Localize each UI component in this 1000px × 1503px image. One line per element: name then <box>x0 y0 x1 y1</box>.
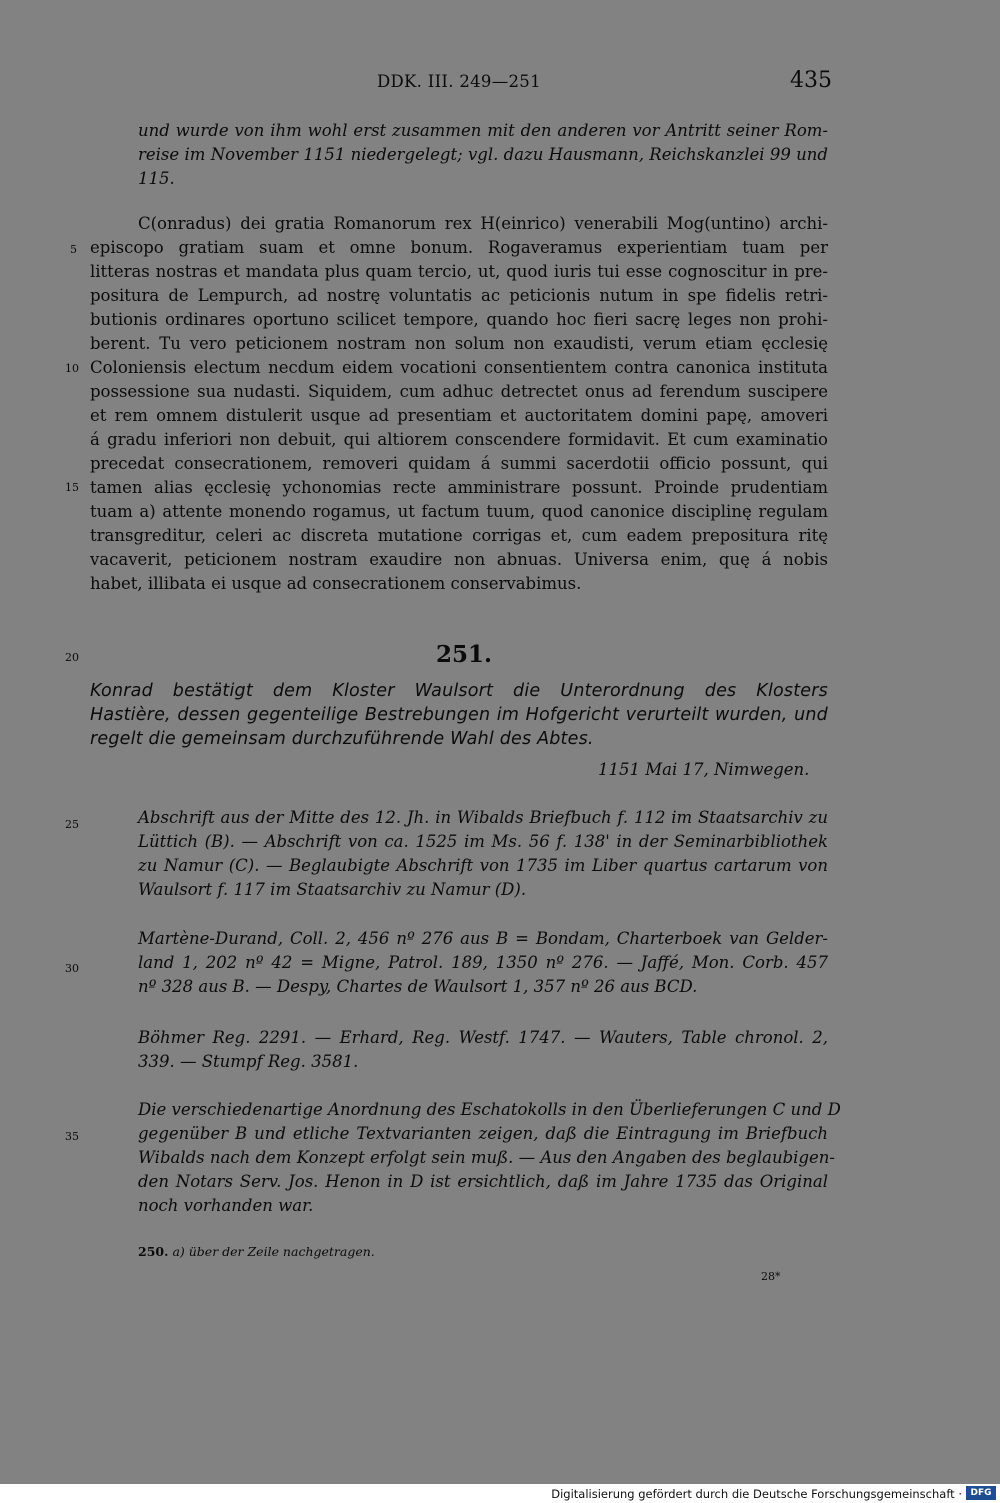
text-line: positura de Lempurch, ad nostrę voluntatis ac peticionis nutum in spe fidelis retri- <box>90 286 828 305</box>
summary-line: regelt die gemeinsam durchzuführende Wahl des Abtes. <box>90 729 594 749</box>
footnote-ref: 250. <box>138 1244 169 1259</box>
text-line: berent. Tu vero peticionem nostram non solum non exaudisti, verum etiam ęcclesię <box>90 334 828 353</box>
text-line: episcopo gratiam suam et omne bonum. Rogaveramus experientiam tuam per <box>90 238 828 257</box>
edition-line: Martène-Durand, Coll. 2, 456 nº 276 aus B = Bondam, Charterboek van Gelder- <box>138 929 828 948</box>
text-line: á gradu inferiori non debuit, qui altiorem conscendere formidavit. Et cum examinatio <box>90 430 828 449</box>
commentary-line: Die verschiedenartige Anordnung des Eschatokolls in den Überlieferungen C und D <box>138 1100 841 1119</box>
line-number: 10 <box>65 362 79 375</box>
signature-mark: 28* <box>761 1270 781 1283</box>
summary-line: Konrad bestätigt dem Kloster Waulsort die Unterordnung des Klosters <box>90 681 828 701</box>
text-line: vacaverit, peticionem nostram exaudire non abnuas. Universa enim, quę á nobis <box>90 550 828 569</box>
commentary-line: noch vorhanden war. <box>138 1196 314 1215</box>
line-number: 25 <box>65 818 79 831</box>
text-line: C(onradus) dei gratia Romanorum rex H(einrico) venerabili Mog(untino) archi- <box>138 214 828 233</box>
line-number: 35 <box>65 1130 79 1143</box>
regesta-line: 339. — Stumpf Reg. 3581. <box>138 1052 359 1071</box>
note-line: und wurde von ihm wohl erst zusammen mit den anderen vor Antritt seiner Rom- <box>138 121 828 140</box>
commentary-line: gegenüber B und etliche Textvarianten zeigen, daß die Eintragung im Briefbuch <box>138 1124 828 1143</box>
footnote-text: a) über der Zeile nachgetragen. <box>172 1244 375 1259</box>
page-number: 435 <box>790 68 832 93</box>
text-line: habet, illibata ei usque ad consecrationem conservabimus. <box>90 574 582 593</box>
text-line: tuam a) attente monendo rogamus, ut factum tuum, quod canonice disciplinę regulam <box>90 502 828 521</box>
text-line: possessione sua nudasti. Siquidem, cum adhuc detrectet onus ad ferendum suscipere <box>90 382 828 401</box>
note-line: 115. <box>138 169 175 188</box>
note-line: reise im November 1151 niedergelegt; vgl. dazu Hausmann, Reichskanzlei 99 und <box>138 145 828 164</box>
text-line: precedat consecrationem, removeri quidam á summi sacerdotii officio possunt, qui <box>90 454 828 473</box>
text-line: transgreditur, celeri ac discreta mutatione corrigas et, cum eadem prepositura ritę <box>90 526 828 545</box>
running-header: DDK. III. 249—251 <box>377 72 541 91</box>
commentary-line: Wibalds nach dem Konzept erfolgt sein muß. — Aus den Angaben des beglaubigen- <box>138 1148 835 1167</box>
document-number: 251. <box>436 641 493 668</box>
footnote <box>138 1244 375 1259</box>
source-line: zu Namur (C). — Beglaubigte Abschrift von 1735 im Liber quartus cartarum von <box>138 856 828 875</box>
source-line: Waulsort f. 117 im Staatsarchiv zu Namur (D). <box>138 880 527 899</box>
text-line: Coloniensis electum necdum eidem vocationi consentientem contra canonica instituta <box>90 358 828 377</box>
line-number: 30 <box>65 962 79 975</box>
line-number: 20 <box>65 651 79 664</box>
line-number: 15 <box>65 481 79 494</box>
text-line: et rem omnem distulerit usque ad presentiam et auctoritatem domini papę, amoveri <box>90 406 828 425</box>
banner-text: Digitalisierung gefördert durch die Deutsche Forschungsgemeinschaft · <box>551 1487 962 1501</box>
regesta-line: Böhmer Reg. 2291. — Erhard, Reg. Westf. 1747. — Wauters, Table chronol. 2, <box>138 1028 828 1047</box>
edition-line: land 1, 202 nº 42 = Migne, Patrol. 189, 1350 nº 276. — Jaffé, Mon. Corb. 457 <box>138 953 828 972</box>
source-line: Lüttich (B). — Abschrift von ca. 1525 im Ms. 56 f. 138' in der Seminarbibliothek <box>138 832 828 851</box>
commentary-line: den Notars Serv. Jos. Henon in D ist ersichtlich, daß im Jahre 1735 das Original <box>138 1172 828 1191</box>
document-date: 1151 Mai 17, Nimwegen. <box>598 760 810 779</box>
text-line: butionis ordinares oportuno scilicet tempore, quando hoc fieri sacrę leges non prohi- <box>90 310 828 329</box>
edition-line: nº 328 aus B. — Despy, Chartes de Waulsort 1, 357 nº 26 aus BCD. <box>138 977 698 996</box>
digitization-banner <box>0 1484 1000 1503</box>
dfg-logo[interactable]: DFG <box>966 1486 996 1500</box>
summary-line: Hastière, dessen gegenteilige Bestrebungen im Hofgericht verurteilt wurden, und <box>90 705 828 725</box>
source-line: Abschrift aus der Mitte des 12. Jh. in Wibalds Briefbuch f. 112 im Staatsarchiv zu <box>138 808 828 827</box>
text-line: tamen alias ęcclesię ychonomias recte amministrare possunt. Proinde prudentiam <box>90 478 828 497</box>
line-number: 5 <box>70 243 77 256</box>
text-line: litteras nostras et mandata plus quam tercio, ut, quod iuris tui esse cognoscitur in pre- <box>90 262 828 281</box>
